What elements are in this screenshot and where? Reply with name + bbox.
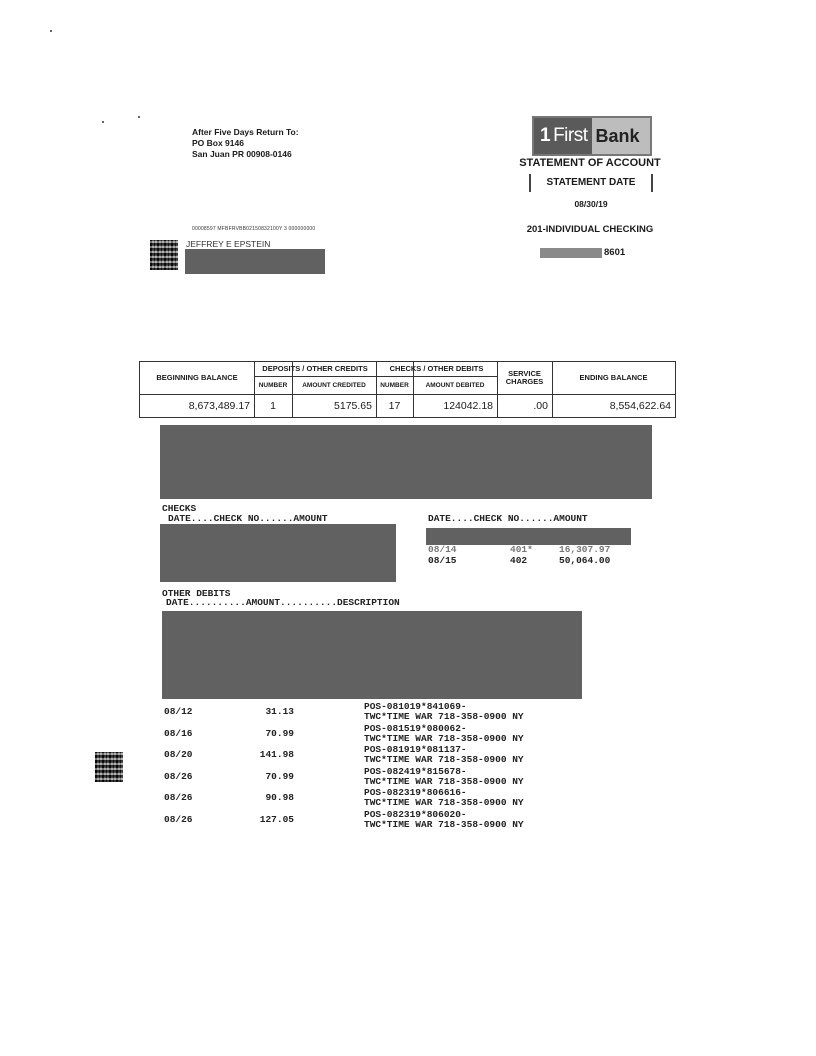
deposits-header: DEPOSITS / OTHER CREDITS (262, 364, 368, 373)
checks-number-header: NUMBER (380, 381, 409, 389)
debit-amount: 90.98 (265, 792, 294, 803)
checks-heading: CHECKS (162, 503, 197, 514)
debit-date: 08/12 (164, 706, 193, 717)
redacted-address (185, 249, 325, 274)
redaction-bar (540, 248, 602, 258)
amount-credited-header: AMOUNT CREDITED (302, 381, 366, 389)
account-type: 201-INDIVIDUAL CHECKING (526, 224, 654, 235)
beginning-balance-header: BEGINNING BALANCE (156, 373, 238, 382)
return-address-line: After Five Days Return To: (192, 127, 299, 137)
scan-speck (50, 30, 52, 32)
debit-description-line2: TWC*TIME WAR 718-358-0900 NY (364, 711, 524, 722)
check-amount: 50,064.00 (559, 555, 611, 566)
debit-date: 08/26 (164, 792, 193, 803)
amount-debited-value: 124042.18 (443, 400, 493, 412)
checks-header: CHECKS / OTHER DEBITS (389, 364, 484, 373)
bank-logo-first-word: First (553, 125, 588, 146)
qr-code-icon (150, 240, 178, 270)
beginning-balance-value: 8,673,489.17 (188, 400, 250, 412)
deposits-number-value: 1 (270, 400, 276, 412)
ending-balance-header: ENDING BALANCE (579, 373, 648, 382)
debit-description-line2: TWC*TIME WAR 718-358-0900 NY (364, 754, 524, 765)
account-summary-table (139, 361, 676, 418)
checks-list (428, 544, 638, 568)
bank-logo-number: 1 (540, 125, 551, 146)
debit-date: 08/26 (164, 813, 193, 825)
ending-balance-value: 8,554,622.64 (609, 400, 671, 412)
return-address-line: PO Box 9146 (192, 138, 244, 148)
bank-logo-bank-word: Bank (595, 125, 640, 146)
debit-amount: 127.05 (259, 813, 294, 825)
debit-row (164, 808, 564, 833)
check-amount: 16,307.97 (559, 544, 611, 555)
debit-amount: 70.99 (265, 727, 294, 739)
debit-description-line2: TWC*TIME WAR 718-358-0900 NY (364, 775, 524, 787)
statement-date: 08/30/19 (574, 199, 608, 209)
check-number: 402 (510, 555, 528, 566)
redacted-checks (160, 524, 396, 582)
scan-speck (102, 121, 104, 123)
debit-description-line2: TWC*TIME WAR 718-358-0900 NY (364, 797, 524, 808)
bank-logo (532, 116, 652, 156)
debit-amount: 141.98 (259, 749, 294, 760)
debit-description-line1: POS-082319*806020- (364, 808, 467, 820)
statement-date-label: STATEMENT DATE (529, 174, 653, 192)
debit-amount: 31.13 (265, 706, 294, 717)
service-charges-header: SERVICE CHARGES (505, 369, 544, 386)
debit-description-line1: POS-081919*081137- (364, 744, 467, 755)
checks-number-value: 17 (388, 400, 401, 412)
debit-description-line1: POS-082419*815678- (364, 765, 467, 777)
debit-date: 08/20 (164, 749, 193, 760)
checks-column-header-right: DATE....CHECK NO......AMOUNT (428, 513, 588, 524)
debit-description-line1: POS-081519*080062- (364, 722, 467, 734)
account-number-suffix: 8601 (604, 247, 626, 258)
deposits-number-header: NUMBER (258, 381, 288, 389)
redacted-block (160, 425, 652, 499)
service-charges-value: .00 (533, 400, 548, 412)
other-debits-list (164, 703, 564, 837)
return-address (192, 127, 299, 160)
checks-column-header-left: DATE....CHECK NO......AMOUNT (168, 513, 328, 524)
amount-debited-header: AMOUNT DEBITED (425, 381, 485, 389)
debit-description-line1: POS-081019*841069- (364, 701, 467, 712)
debit-date: 08/16 (164, 727, 193, 739)
bank-logo-first (534, 118, 592, 154)
qr-code-icon (95, 752, 123, 782)
mail-barcode-text: 00008597 MFBFRVBB02150832100Y 3 000000000 (192, 226, 316, 232)
scan-speck (138, 116, 140, 118)
return-address-line: San Juan PR 00908-0146 (192, 149, 292, 159)
debit-amount: 70.99 (265, 770, 294, 782)
redacted-checks (426, 528, 631, 545)
debit-description-line2: TWC*TIME WAR 718-358-0900 NY (364, 732, 524, 744)
check-date: 08/14 (428, 544, 457, 555)
debit-date: 08/26 (164, 770, 193, 782)
debit-description-line2: TWC*TIME WAR 718-358-0900 NY (364, 818, 524, 830)
check-number: 401* (510, 544, 533, 555)
customer-name: JEFFREY E EPSTEIN (186, 239, 271, 249)
amount-credited-value: 5175.65 (334, 400, 372, 412)
redacted-debits (162, 611, 582, 699)
account-number (540, 247, 625, 258)
statement-title: STATEMENT OF ACCOUNT (519, 157, 661, 169)
debit-description-line1: POS-082319*806616- (364, 787, 467, 798)
other-debits-heading: OTHER DEBITS (162, 588, 231, 599)
other-debits-column-header: DATE..........AMOUNT..........DESCRIPTION (166, 597, 400, 608)
check-date: 08/15 (428, 555, 457, 566)
